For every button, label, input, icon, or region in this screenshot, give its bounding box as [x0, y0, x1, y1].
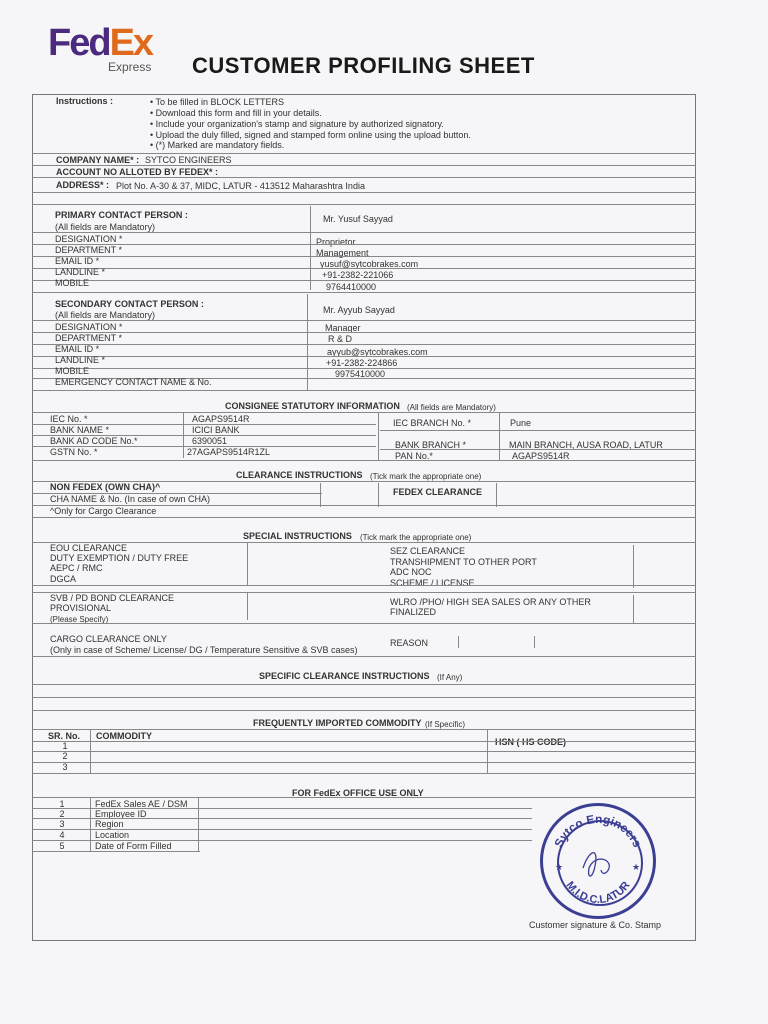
clearance-note: (Tick mark the appropriate one): [370, 472, 482, 481]
primary-note: (All fields are Mandatory): [55, 222, 156, 232]
primary-label: EMAIL ID *: [55, 256, 100, 266]
secondary-value[interactable]: R & D: [328, 334, 353, 344]
logo-express: Express: [108, 60, 152, 74]
office-row-number: 5: [59, 841, 65, 851]
instructions-label: Instructions :: [56, 96, 114, 106]
provisional-option[interactable]: PROVISIONAL: [50, 603, 112, 613]
cha-label: CHA NAME & No. (In case of own CHA): [50, 494, 211, 504]
consignee-heading: CONSIGNEE STATUTORY INFORMATION: [225, 401, 400, 411]
secondary-label: EMAIL ID *: [55, 344, 100, 354]
primary-label: LANDLINE *: [55, 267, 106, 277]
please-specify-note: (Please Specify): [50, 615, 109, 624]
secondary-value[interactable]: ayyub@sytcobrakes.com: [327, 347, 428, 357]
company-name-label: COMPANY NAME* :: [56, 155, 140, 165]
secondary-heading: SECONDARY CONTACT PERSON :: [55, 299, 204, 309]
instruction-item: • Upload the duly filled, signed and stamped form online using the upload button.: [150, 130, 471, 140]
address-value[interactable]: Plot No. A-30 & 37, MIDC, LATUR - 413512 Maharashtra India: [116, 181, 365, 191]
logo-fed: Fed: [48, 22, 110, 64]
secondary-value[interactable]: 9975410000: [335, 369, 386, 379]
secondary-name[interactable]: Mr. Ayyub Sayyad: [323, 305, 395, 315]
bank-branch-value[interactable]: MAIN BRANCH, AUSA ROAD, LATUR: [509, 440, 663, 450]
stamp-star-icon: ★: [555, 862, 564, 872]
primary-name[interactable]: Mr. Yusuf Sayyad: [323, 214, 393, 224]
office-row-number: 2: [59, 809, 65, 819]
frequently-heading: FREQUENTLY IMPORTED COMMODITY: [253, 718, 422, 728]
stamp-bottom-text: M.I.D.C.LATUR: [563, 879, 633, 907]
office-heading: FOR FedEx OFFICE USE ONLY: [292, 788, 424, 798]
special-left-option[interactable]: DGCA: [50, 574, 77, 584]
frequently-note: (If Specific): [425, 720, 466, 729]
iec-branch-label: IEC BRANCH No. *: [393, 418, 472, 428]
clearance-heading: CLEARANCE INSTRUCTIONS: [236, 470, 363, 480]
primary-label: MOBILE: [55, 278, 90, 288]
instruction-item: • Download this form and fill in your details.: [150, 108, 322, 118]
special-left-option[interactable]: DUTY EXEMPTION / DUTY FREE: [50, 553, 189, 563]
primary-value[interactable]: Proprietor: [316, 237, 356, 247]
instruction-item: • (*) Marked are mandatory fields.: [150, 140, 285, 150]
office-row-label: Employee ID: [95, 809, 147, 819]
sr-no-header: SR. No.: [48, 731, 81, 741]
company-stamp: [540, 803, 656, 919]
special-left-option[interactable]: AEPC / RMC: [50, 563, 103, 573]
iec-label: IEC No. *: [50, 414, 88, 424]
svg-text:Sytco Engineers: [551, 812, 644, 850]
specific-heading: SPECIFIC CLEARANCE INSTRUCTIONS: [259, 671, 430, 681]
wlro-option[interactable]: WLRO /PHO/ HIGH SEA SALES OR ANY OTHER: [390, 597, 591, 607]
svb-option[interactable]: SVB / PD BOND CLEARANCE: [50, 593, 175, 603]
finalized-option[interactable]: FINALIZED: [390, 607, 437, 617]
page-title: CUSTOMER PROFILING SHEET: [192, 53, 535, 78]
bank-name-label: BANK NAME *: [50, 425, 110, 435]
cargo-clearance-option[interactable]: CARGO CLEARANCE ONLY: [50, 634, 167, 644]
fedex-clearance-option[interactable]: FEDEX CLEARANCE: [393, 487, 483, 497]
primary-label: DEPARTMENT *: [55, 245, 123, 255]
office-row-label: FedEx Sales AE / DSM: [95, 799, 188, 809]
pan-label: PAN No.*: [395, 451, 433, 461]
commodity-row-number: 2: [62, 751, 68, 761]
primary-value[interactable]: +91-2382-221066: [322, 270, 394, 280]
bank-ad-value[interactable]: 6390051: [192, 436, 228, 446]
bank-name-value[interactable]: ICICI BANK: [192, 425, 240, 435]
secondary-label: MOBILE: [55, 366, 90, 376]
special-heading: SPECIAL INSTRUCTIONS: [243, 531, 352, 541]
primary-value[interactable]: Management: [316, 248, 369, 258]
office-row-label: Date of Form Filled: [95, 841, 172, 851]
office-row-number: 1: [59, 799, 65, 809]
reason-label: REASON: [390, 638, 429, 648]
secondary-label: DESIGNATION *: [55, 322, 123, 332]
secondary-label: LANDLINE *: [55, 355, 106, 365]
cargo-only-note: ^Only for Cargo Clearance: [50, 506, 157, 516]
special-note: (Tick mark the appropriate one): [360, 533, 472, 542]
commodity-row-number: 1: [62, 741, 68, 751]
iec-branch-value[interactable]: Pune: [510, 418, 532, 428]
specific-note: (If Any): [437, 673, 463, 682]
cargo-clearance-note: (Only in case of Scheme/ License/ DG / Temperature Sensitive & SVB cases): [50, 645, 358, 655]
special-right-option[interactable]: ADC NOC: [390, 567, 432, 577]
signature-label: Customer signature & Co. Stamp: [529, 920, 662, 930]
office-row-number: 3: [59, 819, 65, 829]
bank-ad-label: BANK AD CODE No.*: [50, 436, 138, 446]
special-right-option[interactable]: SCHEME / LICENSE: [390, 578, 475, 588]
commodity-header: COMMODITY: [96, 731, 152, 741]
secondary-note: (All fields are Mandatory): [55, 310, 156, 320]
office-row-label: Location: [95, 830, 130, 840]
primary-label: DESIGNATION *: [55, 234, 123, 244]
hsn-header: HSN ( HS CODE): [495, 737, 567, 747]
logo-ex: Ex: [109, 22, 153, 64]
secondary-label: EMERGENCY CONTACT NAME & No.: [55, 377, 212, 387]
stamp-text-svg: [543, 806, 653, 916]
stamp-top-text: Sytco Engineers: [551, 811, 645, 850]
iec-value[interactable]: AGAPS9514R: [192, 414, 250, 424]
gstn-label: GSTN No. *: [50, 447, 98, 457]
special-right-option[interactable]: TRANSHIPMENT TO OTHER PORT: [390, 557, 537, 567]
gstn-value[interactable]: 27AGAPS9514R1ZL: [187, 447, 271, 457]
fedex-logo: [48, 24, 168, 76]
account-label: ACCOUNT NO ALLOTED BY FEDEX* :: [56, 167, 219, 177]
secondary-value[interactable]: Manager: [325, 323, 361, 333]
special-left-option[interactable]: EOU CLEARANCE: [50, 543, 128, 553]
stamp-star-icon: ★: [632, 862, 641, 872]
non-fedex-option[interactable]: NON FEDEX (OWN CHA)^: [50, 482, 161, 492]
address-label: ADDRESS* :: [56, 180, 110, 190]
primary-value[interactable]: yusuf@sytcobrakes.com: [320, 259, 419, 269]
consignee-note: (All fields are Mandatory): [407, 403, 496, 412]
instruction-item: • To be filled in BLOCK LETTERS: [150, 97, 285, 107]
instruction-item: • Include your organization's stamp and signature by authorized signatory.: [150, 119, 444, 129]
office-row-label: Region: [95, 819, 124, 829]
pan-value[interactable]: AGAPS9514R: [512, 451, 570, 461]
commodity-row-number: 3: [62, 762, 68, 772]
office-row-number: 4: [59, 830, 65, 840]
primary-heading: PRIMARY CONTACT PERSON :: [55, 210, 188, 220]
primary-value[interactable]: 9764410000: [326, 282, 377, 292]
secondary-label: DEPARTMENT *: [55, 333, 123, 343]
svg-text:M.I.D.C.LATUR: [563, 879, 632, 906]
secondary-value[interactable]: +91-2382-224866: [326, 358, 398, 368]
company-name-value[interactable]: SYTCO ENGINEERS: [145, 155, 232, 165]
bank-branch-label: BANK BRANCH *: [395, 440, 467, 450]
signature-scribble: [583, 853, 609, 876]
special-right-option[interactable]: SEZ CLEARANCE: [390, 546, 466, 556]
